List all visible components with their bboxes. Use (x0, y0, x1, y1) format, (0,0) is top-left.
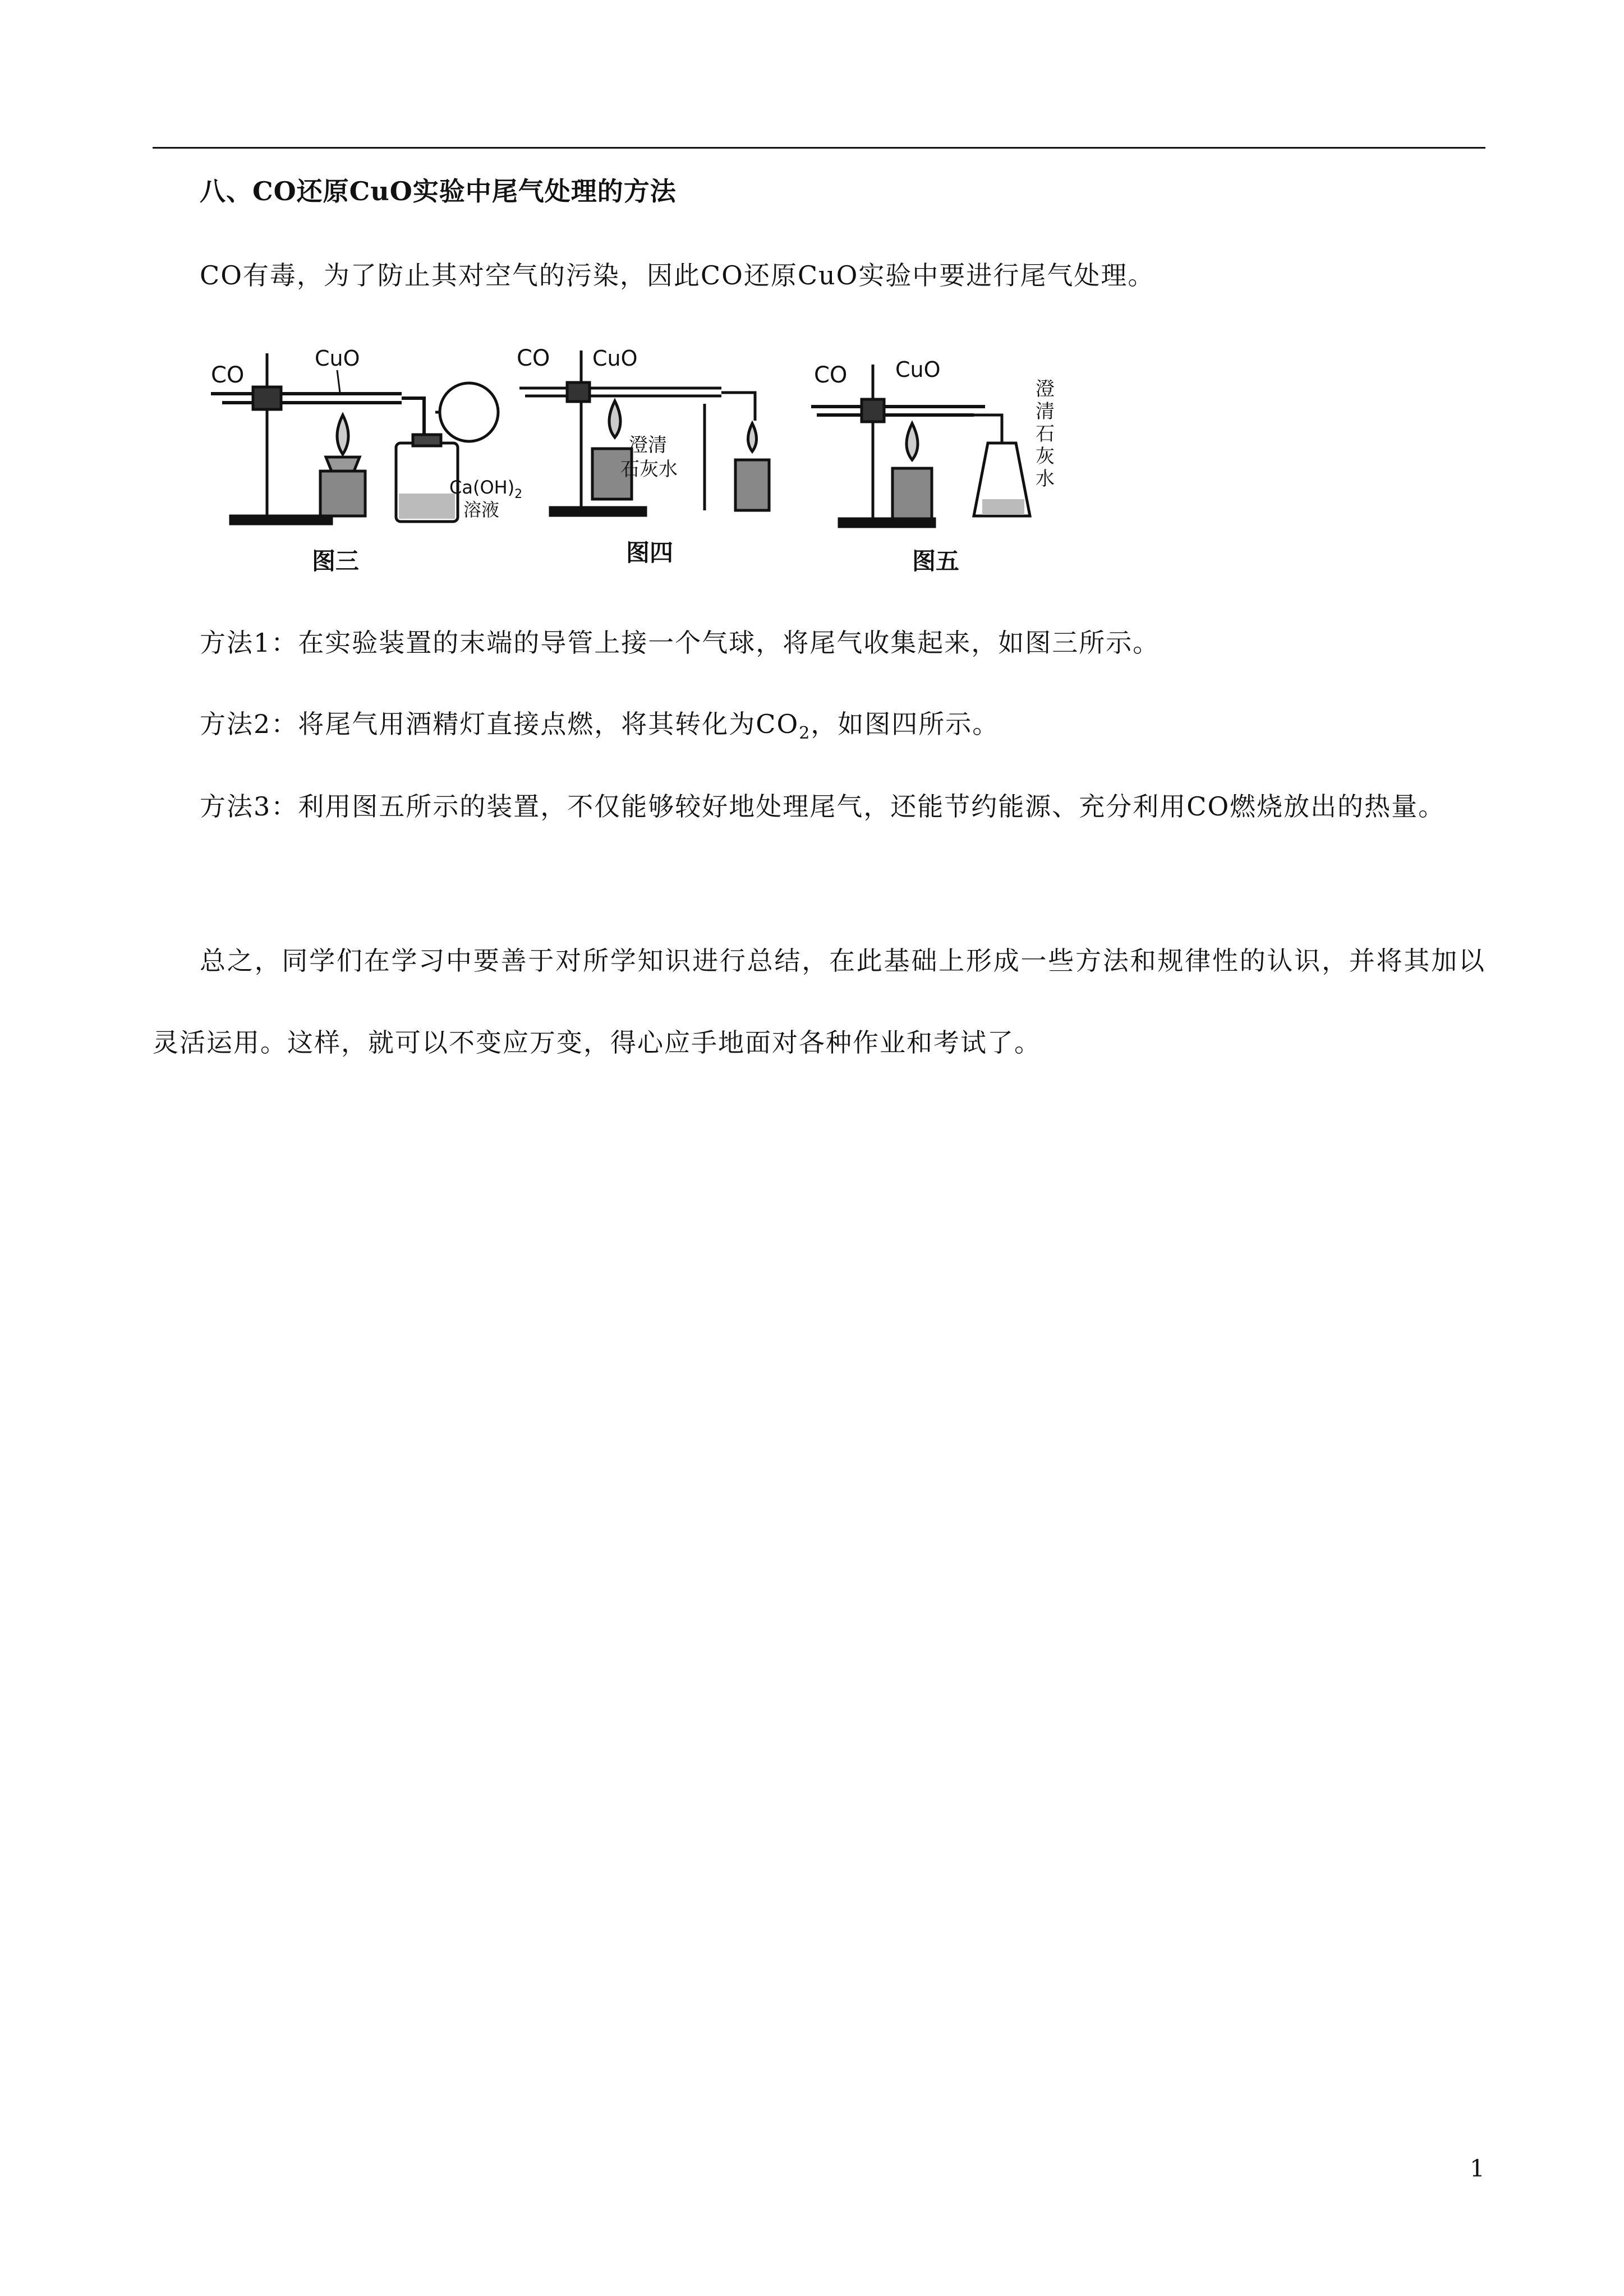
figure-panel-4 (517, 345, 769, 566)
svg-text:清: 清 (1036, 400, 1055, 423)
panel3-bottle-label-1: $Ca(OH)_2$ (449, 477, 523, 501)
panel3-caption: 图三 (312, 547, 360, 575)
section-heading: 八、CO还原CuO实验中尾气处理的方法 (200, 176, 677, 206)
panel4-label-1: 澄清 (629, 434, 667, 457)
method-1-paragraph: 方法1：在实验装置的末端的导管上接一个气球，将尾气收集起来，如图三所示。 (200, 628, 1160, 658)
panel4-gas-label: CO (517, 345, 550, 371)
method-3-paragraph: 方法3：利用图五所示的装置，不仅能够较好地处理尾气，还能节约能源、充分利用CO燃烧放出的热量。 (200, 791, 1446, 822)
svg-text:水: 水 (1036, 468, 1055, 490)
panel5-reagent-label: CuO (895, 357, 941, 382)
header-rule (153, 147, 1485, 149)
panel4-reagent-label: CuO (592, 346, 638, 371)
panel3-bottle-label-2: 溶液 (463, 499, 500, 520)
panel5-vertical-label (1036, 378, 1055, 490)
panel4-caption: 图四 (626, 539, 674, 566)
panel3-reagent-label: CuO (315, 346, 360, 371)
svg-text:澄: 澄 (1036, 378, 1055, 400)
summary-paragraph: 总之，同学们在学习中要善于对所学知识进行总结，在此基础上形成一些方法和规律性的认识，并将其加以灵活运用。这样，就可以不变应万变，得心应手地面对各种作业和考试了。 (153, 946, 1485, 1058)
figure-panel-5 (811, 357, 1055, 575)
panel5-gas-label: CO (814, 362, 848, 388)
panel5-caption: 图五 (912, 547, 960, 575)
figure-panel-3 (211, 346, 522, 575)
svg-text:石: 石 (1036, 423, 1055, 445)
panel4-label-2: 石灰水 (620, 458, 678, 481)
experiment-figure (200, 331, 1064, 594)
intro-paragraph: CO有毒，为了防止其对空气的污染，因此CO还原CuO实验中要进行尾气处理。 (200, 260, 1155, 291)
page-number: 1 (1470, 2155, 1485, 2182)
svg-text:灰: 灰 (1036, 445, 1055, 468)
panel3-gas-label: CO (211, 362, 245, 388)
method-2-paragraph: 方法2：将尾气用酒精灯直接点燃，将其转化为$CO_2$，如图四所示。 (200, 709, 1000, 744)
